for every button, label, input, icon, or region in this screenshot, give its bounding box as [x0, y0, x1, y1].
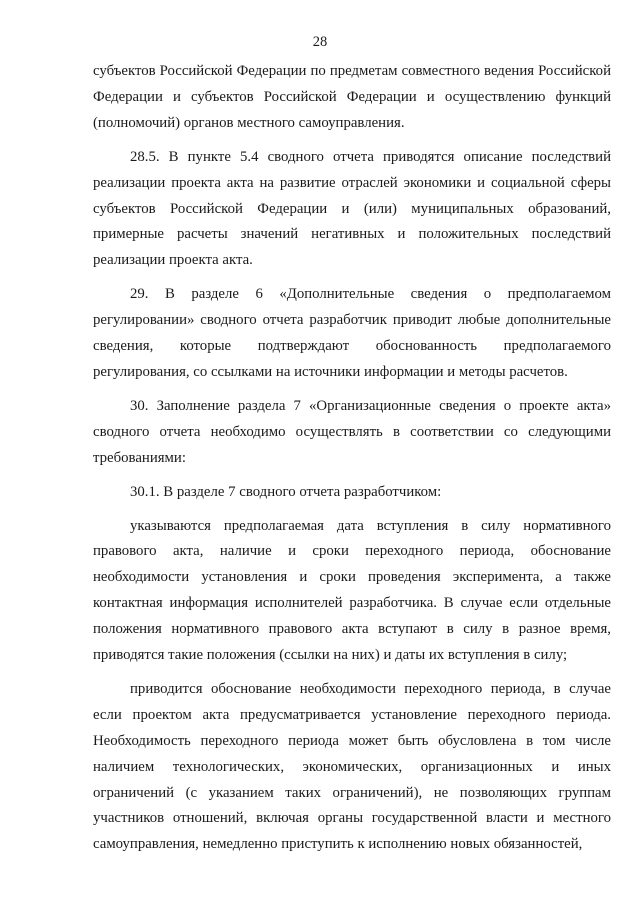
paragraph-1: субъектов Российской Федерации по предметам совместного ведения Российской Федерации и субъектов Российской Федерации и осуществлению функций (полномочий) органов местного самоуправления.	[93, 63, 611, 131]
paragraph-30-1: 30.1. В разделе 7 сводного отчета разработчиком:	[130, 483, 442, 500]
paragraph-28-5: 28.5. В пункте 5.4 сводного отчета приводятся описание последствий реализации проекта акта на развитие отраслей экономики и социальной сферы субъектов Российской Федерации и (или) муниципальных образований, примерные расчеты значений негативных и положительных последствий реализации проекта акта.	[93, 148, 611, 269]
paragraph-effective-date: указываются предполагаемая дата вступления в силу нормативного правового акта, наличие и сроки переходного периода, обоснование необходимости установления и сроки проведения эксперимента, а также контактная информация исполнителей разработчика. В случае если отдельные положения нормативного правового акта вступают в силу в разное время, приводятся такие положения (ссылки на них) и даты их вступления в силу;	[93, 517, 611, 664]
paragraph-30: 30. Заполнение раздела 7 «Организационные сведения о проекте акта» сводного отчета необходимо осуществлять в соответствии со следующими требованиями:	[93, 397, 611, 466]
page-number: 28	[312, 34, 328, 50]
document-body	[93, 59, 611, 858]
paragraph-29: 29. В разделе 6 «Дополнительные сведения о предполагаемом регулировании» сводного отчета разработчик приводит любые дополнительные сведения, которые подтверждают обоснованность предполагаемого регулирования, со ссылками на источники информации и методы расчетов.	[93, 286, 611, 380]
paragraph-transition-period: приводится обоснование необходимости переходного периода, в случае если проектом акта предусматривается установление переходного периода. Необходимость переходного периода может быть обусловлена в том числе наличием технологических, экономических, организационных и иных ограничений (с указанием таких ограничений), не позволяющих группам участников отношений, включая органы государственной власти и местного самоуправления, немедленно приступить к исполнению новых обязанностей,	[93, 680, 611, 853]
